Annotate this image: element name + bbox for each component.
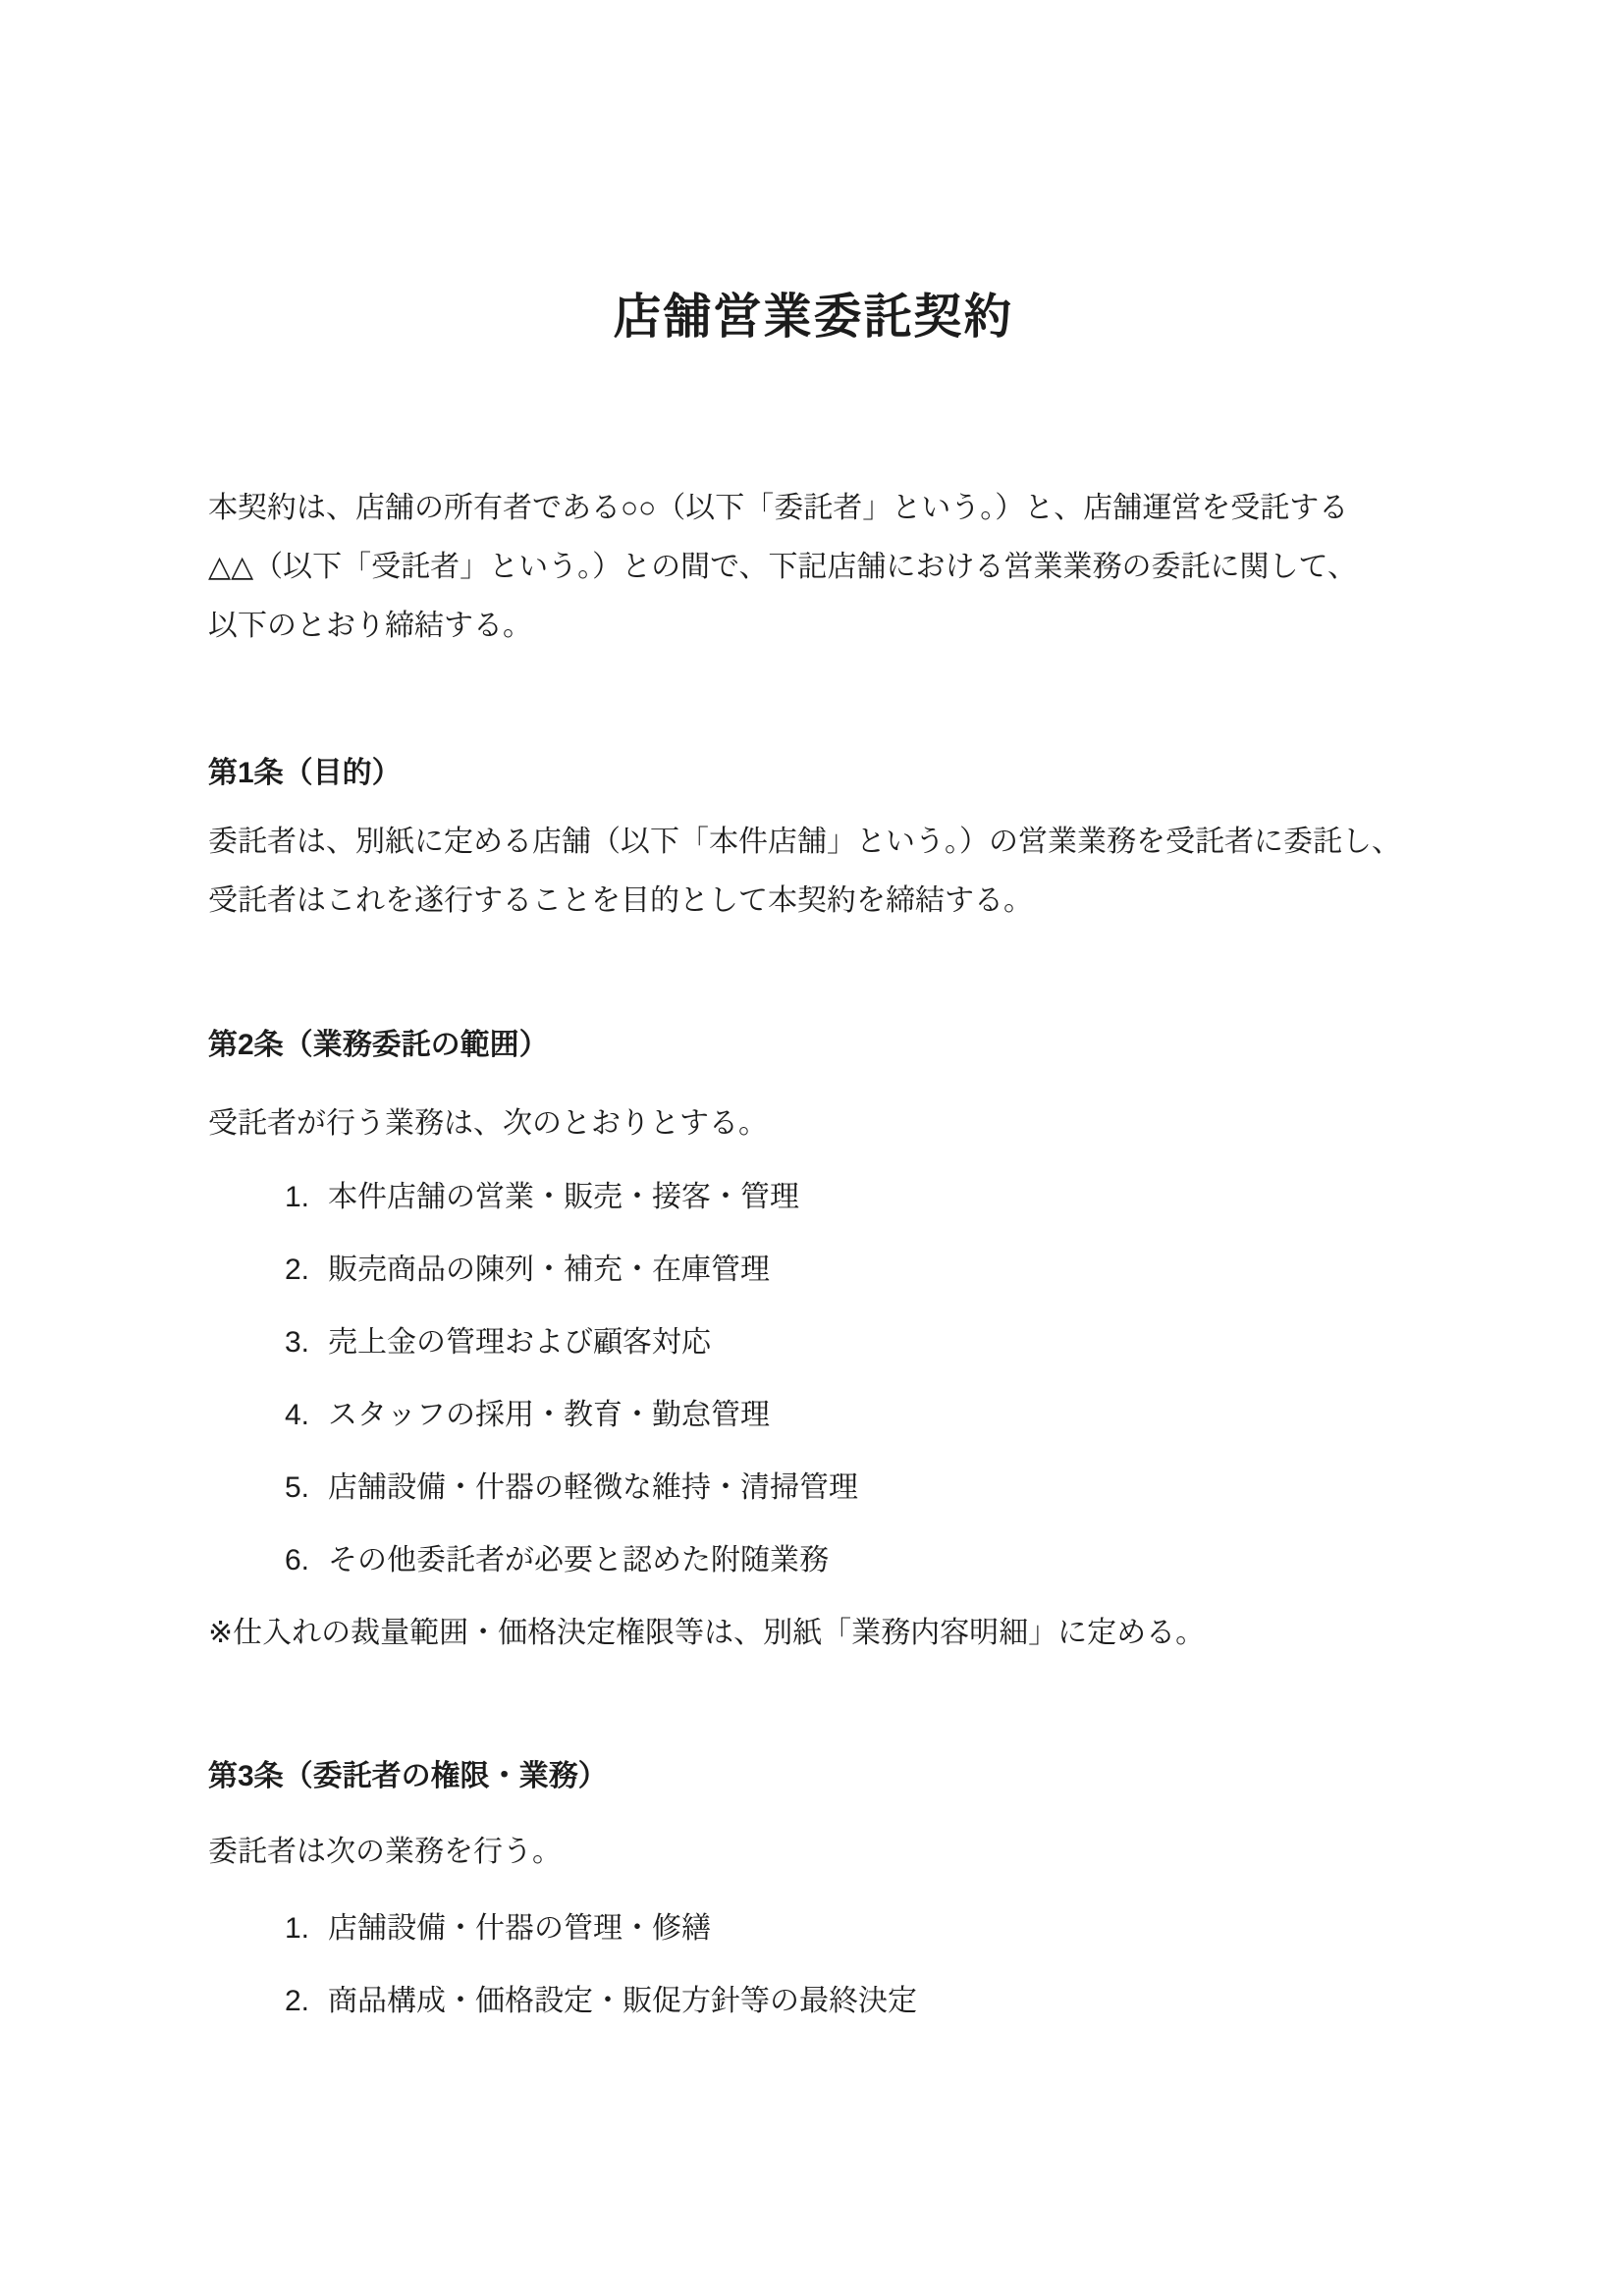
list-item-number: 1.: [285, 1181, 310, 1213]
list-item: [285, 1313, 1419, 1372]
article-3-line: 委託者は次の業務を行う。: [208, 1836, 562, 1868]
list-item-number: 5.: [285, 1471, 310, 1504]
article-2-note: [208, 1604, 1419, 1663]
list-item: [285, 1899, 1419, 1958]
list-item-text: 売上金の管理および顧客対応: [328, 1326, 711, 1359]
list-item-text: 商品構成・価格設定・販促方針等の最終決定: [328, 1985, 917, 2017]
list-item: [285, 1459, 1419, 1518]
document-title: 店舗営業委託契約: [613, 291, 1014, 344]
article-1-line: 受託者はこれを遂行することを目的として本契約を締結する。: [208, 884, 1033, 917]
intro-line: 以下のとおり締結する。: [208, 610, 532, 642]
intro-line: 本契約は、店舗の所有者である○○（以下「委託者」という。）と、店舗運営を受託する: [208, 492, 1349, 524]
article-2-heading: 第2条（業務委託の範囲）: [208, 1029, 549, 1061]
list-item-number: 6.: [285, 1544, 310, 1576]
list-item-number: 2.: [285, 1985, 310, 2017]
section-article-2: [208, 1016, 1419, 1663]
list-item: [285, 1241, 1419, 1300]
article-1-line: 委託者は、別紙に定める店舗（以下「本件店舗」という。）の営業業務を受託者に委託し、: [208, 826, 1401, 858]
article-2-note-line: ※仕入れの裁量範囲・価格決定権限等は、別紙「業務内容明細」に定める。: [208, 1617, 1206, 1649]
article-3-list: [208, 1899, 1419, 2031]
article-2-paragraph: [208, 1095, 1419, 1153]
list-item-number: 2.: [285, 1254, 310, 1286]
list-item-text: 店舗設備・什器の軽微な維持・清掃管理: [328, 1471, 858, 1504]
list-item-text: 店舗設備・什器の管理・修繕: [328, 1912, 711, 1945]
intro-paragraph: [208, 479, 1419, 656]
article-3-heading: 第3条（委託者の権限・業務）: [208, 1760, 608, 1792]
list-item-text: 本件店舗の営業・販売・接客・管理: [328, 1181, 799, 1213]
article-2-line: 受託者が行う業務は、次のとおりとする。: [208, 1107, 768, 1140]
list-item-text: 販売商品の陳列・補充・在庫管理: [328, 1254, 770, 1286]
section-article-1: [208, 744, 1419, 931]
list-item-number: 4.: [285, 1399, 310, 1431]
list-item-number: 3.: [285, 1326, 310, 1359]
list-item-text: その他委託者が必要と認めた附随業務: [328, 1544, 829, 1576]
list-item: [285, 1972, 1419, 2031]
list-item: [285, 1168, 1419, 1227]
list-item: [285, 1531, 1419, 1590]
article-1-heading: 第1条（目的）: [208, 757, 402, 789]
list-item-number: 1.: [285, 1912, 310, 1945]
article-2-list: [208, 1168, 1419, 1590]
article-1-paragraph: [208, 813, 1419, 931]
article-3-paragraph: [208, 1823, 1419, 1882]
list-item-text: スタッフの採用・教育・勤怠管理: [328, 1399, 770, 1431]
list-item: [285, 1386, 1419, 1445]
intro-line: △△（以下「受託者」という。）との間で、下記店舗における営業業務の委託に関して、: [208, 551, 1357, 583]
section-article-3: [208, 1747, 1419, 2031]
